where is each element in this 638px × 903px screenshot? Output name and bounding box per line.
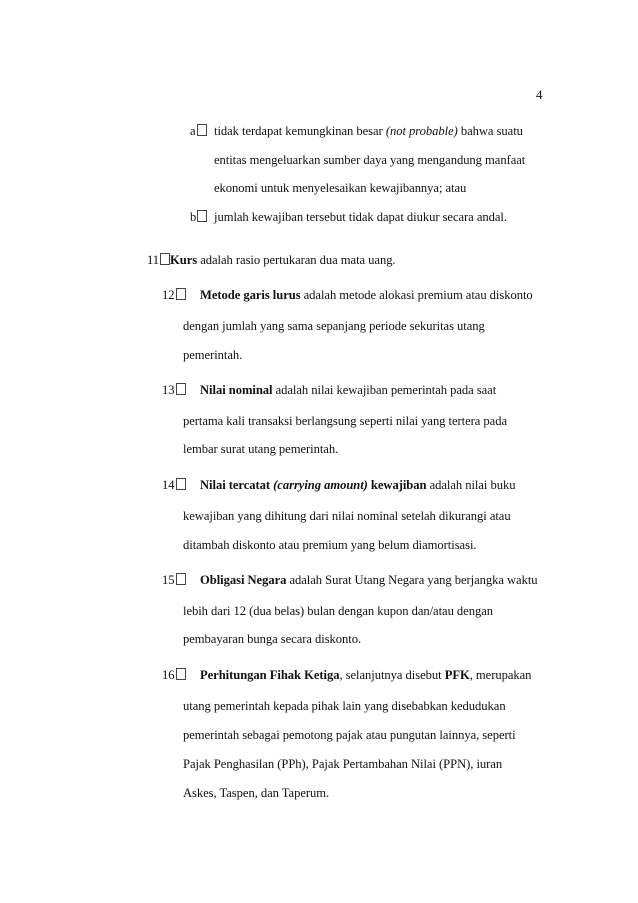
list-item-b-marker: b: [190, 209, 207, 225]
item-14-number: 14: [162, 477, 186, 493]
missing-glyph-icon: [197, 124, 207, 136]
item-16-line-3: pemerintah sebagai pemotong pajak atau pungutan lainnya, seperti: [183, 728, 516, 742]
item-13-first-line: Nilai nominal adalah nilai kewajiban pemerintah pada saat: [200, 383, 497, 397]
item-12-line-2: dengan jumlah yang sama sepanjang periode sekuritas utang: [183, 319, 485, 333]
item-a-marker: a: [190, 124, 196, 138]
item-14-line-2: kewajiban yang dihitung dari nilai nominal setelah dikurangi atau: [183, 509, 511, 523]
item-12-line-3: pemerintah.: [183, 348, 243, 362]
item-13-line-2: pertama kali transaksi berlangsung seperti nilai yang tertera pada: [183, 414, 508, 428]
item-15-first-line: Obligasi Negara adalah Surat Utang Negara yang berjangka waktu: [200, 573, 538, 587]
item-14-term-italic: (carrying amount): [273, 478, 368, 492]
item-12-number: 12: [162, 287, 186, 303]
item-16-first-line: Perhitungan Fihak Ketiga, selanjutnya disebut PFK, merupakan: [200, 668, 532, 682]
item-13-line-3: lembar surat utang pemerintah.: [183, 442, 339, 456]
item-14-term: Nilai tercatat: [200, 478, 274, 492]
item-16-line-2: utang pemerintah kepada pihak lain yang disebabkan kedudukan: [183, 699, 506, 713]
page-number: 4: [536, 87, 543, 102]
item-16-abbr: PFK: [444, 668, 470, 682]
item-15-line-2: lebih dari 12 (dua belas) bulan dengan kupon dan/atau dengan: [183, 604, 493, 618]
item-12-term: Metode garis lurus: [200, 288, 301, 302]
item-16-term: Perhitungan Fihak Ketiga: [200, 668, 340, 682]
missing-glyph-icon: [197, 210, 207, 222]
missing-glyph-icon: [176, 478, 186, 490]
item-14-line-3: ditambah diskonto atau premium yang belum diamortisasi.: [183, 538, 477, 552]
item-16-line-5: Askes, Taspen, dan Taperum.: [183, 786, 330, 800]
item-12-first-line: Metode garis lurus adalah metode alokasi premium atau diskonto: [200, 288, 533, 302]
missing-glyph-icon: [176, 668, 186, 680]
item-15-line-3: pembayaran bunga secara diskonto.: [183, 632, 362, 646]
missing-glyph-icon: [176, 383, 186, 395]
item-13-term: Nilai nominal: [200, 383, 273, 397]
missing-glyph-icon: [176, 573, 186, 585]
item-15-number: 15: [162, 572, 186, 588]
missing-glyph-icon: [176, 288, 186, 300]
item-14-first-line: Nilai tercatat (carrying amount) kewajiban adalah nilai buku: [200, 478, 516, 492]
item-a-line-2: entitas mengeluarkan sumber daya yang mengandung manfaat: [214, 153, 526, 167]
item-a-line-1: tidak terdapat kemungkinan besar (not probable) bahwa suatu: [214, 124, 523, 138]
item-16-line-4: Pajak Penghasilan (PPh), Pajak Pertambahan Nilai (PPN), iuran: [183, 757, 503, 771]
item-b-text: jumlah kewajiban tersebut tidak dapat diukur secara andal.: [214, 210, 507, 224]
item-13-number: 13: [162, 382, 186, 398]
item-11-term: Kurs: [170, 253, 198, 267]
item-11-number: 11: [147, 253, 160, 267]
item-15-term: Obligasi Negara: [200, 573, 287, 587]
item-16-number: 16: [162, 667, 186, 683]
item-a-line-3: ekonomi untuk menyelesaikan kewajibannya; atau: [214, 181, 467, 195]
list-item-a-first-line: [190, 123, 207, 139]
missing-glyph-icon: [160, 253, 170, 265]
list-item-11: 11 Kurs adalah rasio pertukaran dua mata uang.: [147, 253, 396, 267]
